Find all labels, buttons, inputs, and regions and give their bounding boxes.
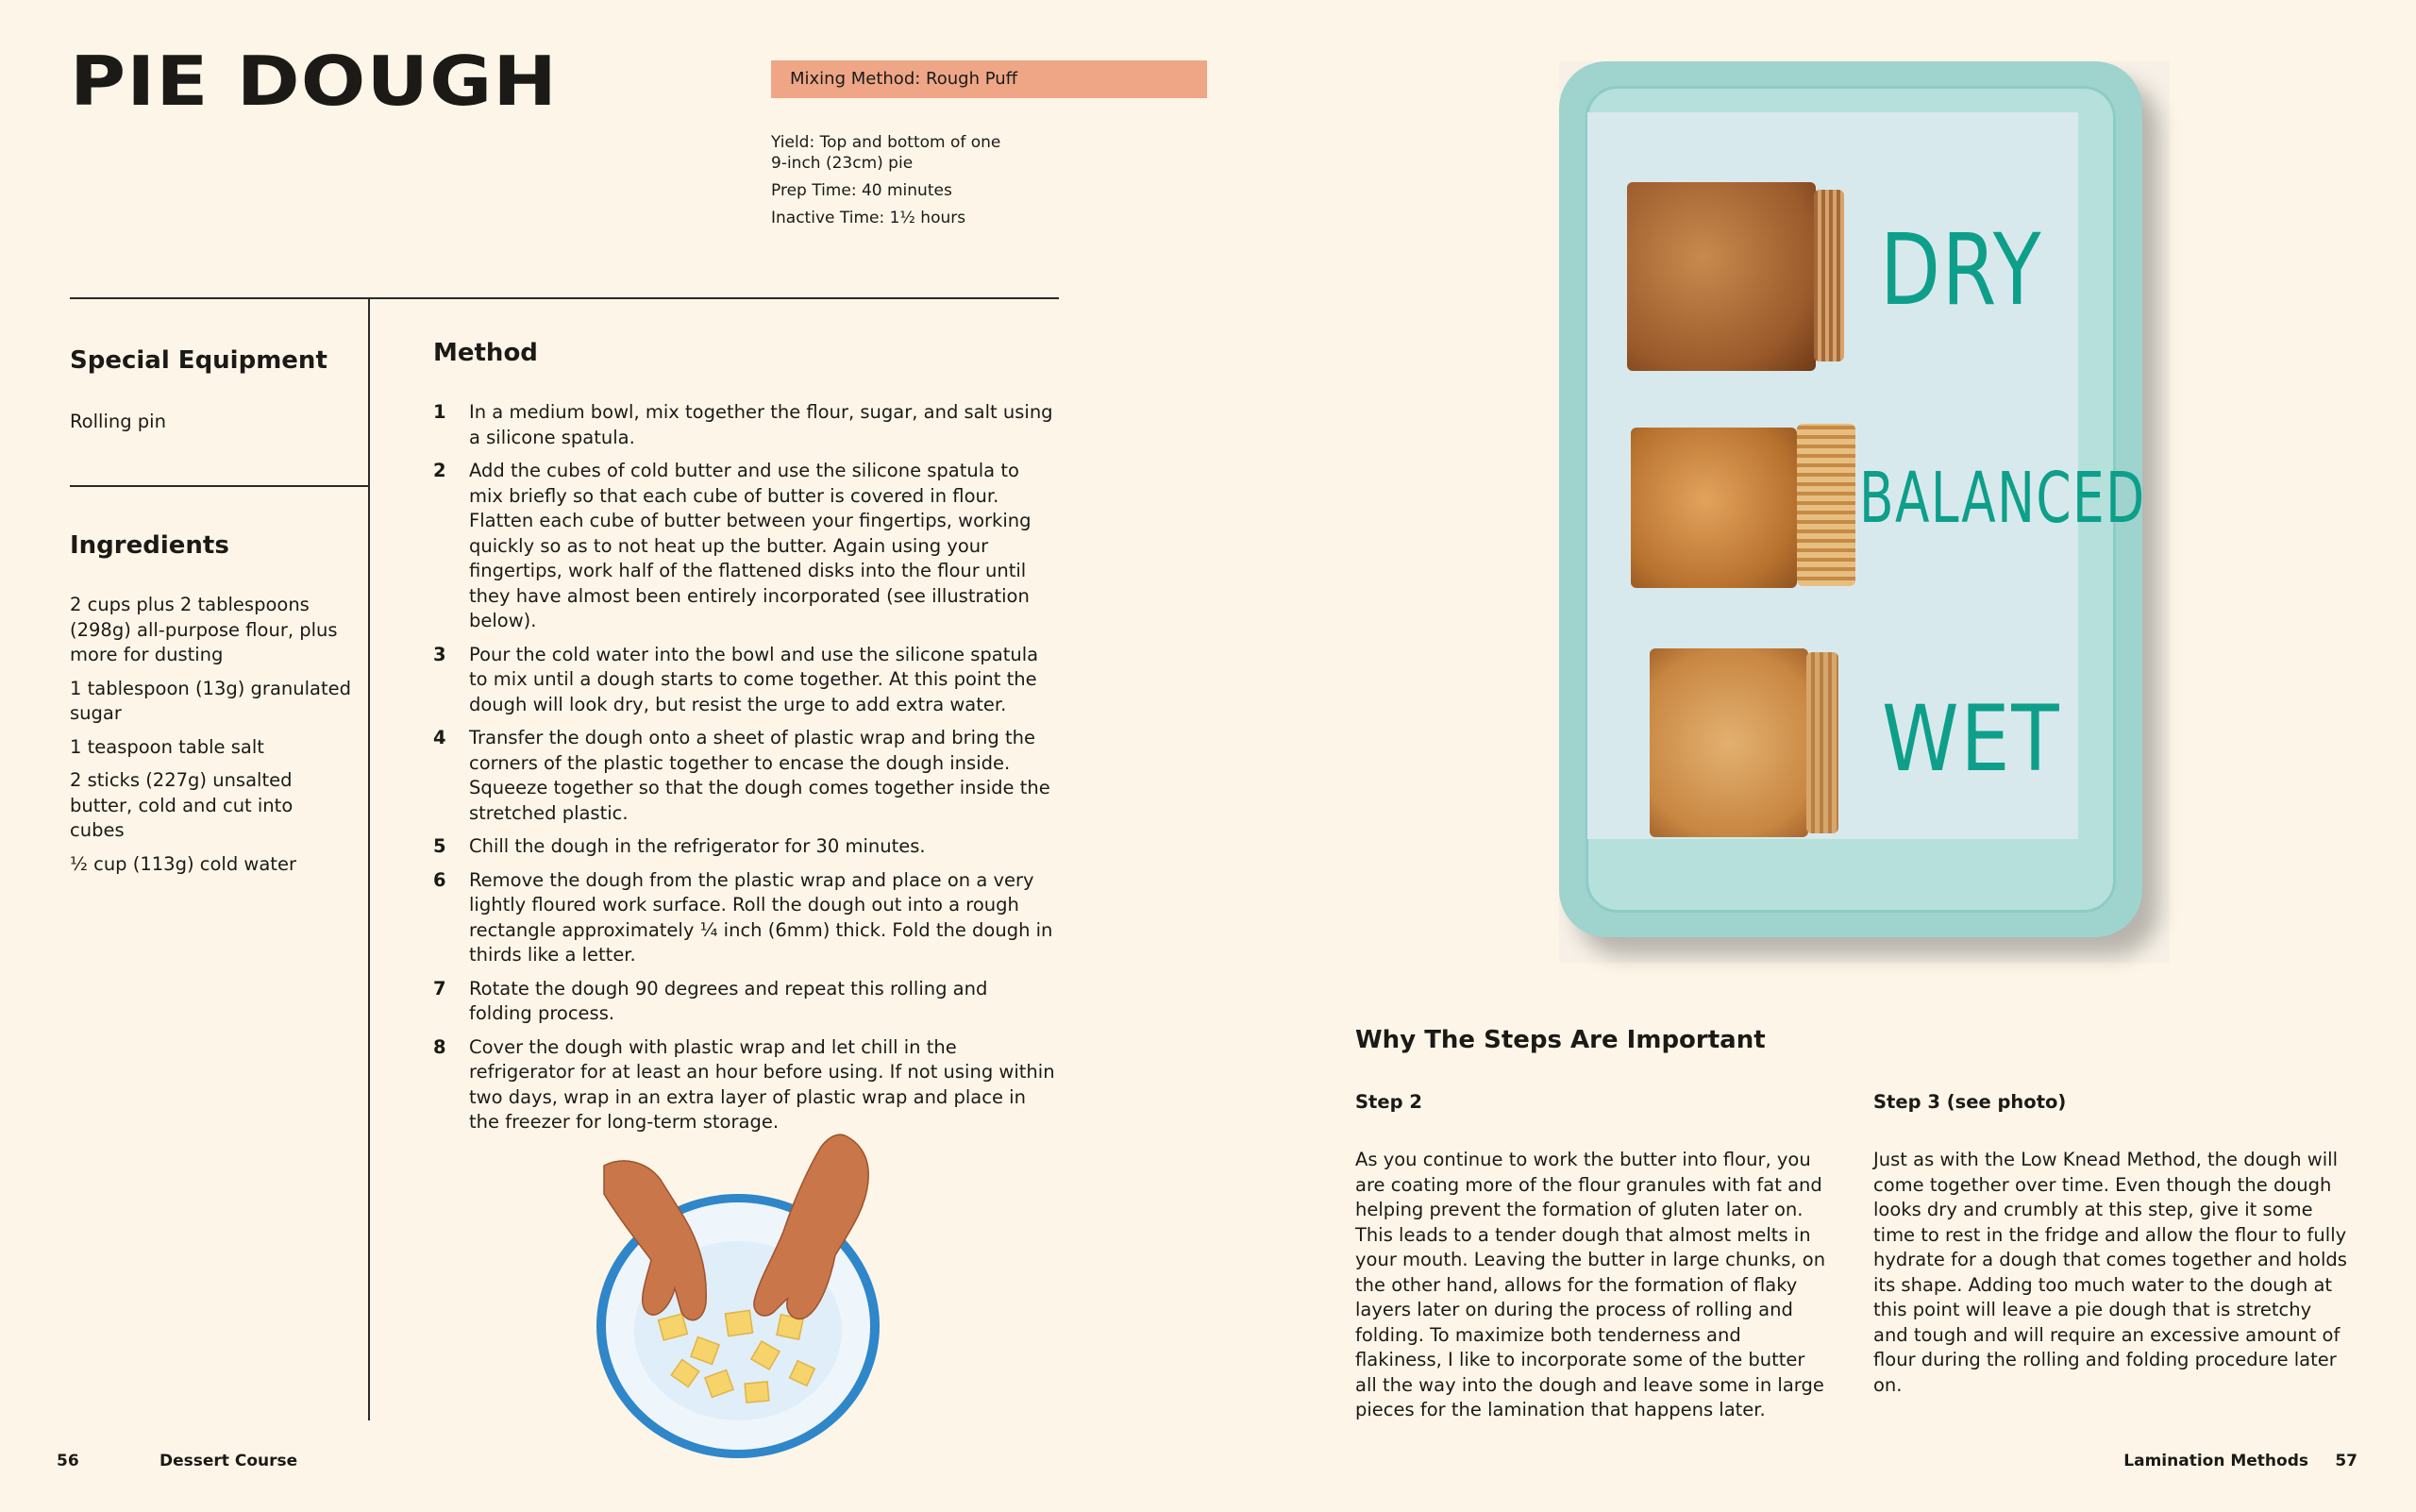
list-item: 2 cups plus 2 tablespoons (298g) all-purpose flour, plus more for dusting	[70, 594, 338, 665]
step-number: 8	[433, 1035, 446, 1058]
label-dry: DRY	[1880, 212, 2043, 328]
step-text: Cover the dough with plastic wrap and let chill in the refrigerator for at least an hour before using. If not using within two days, wrap in an extra layer of plastic wrap and place in the freezer for long-term storage.	[469, 1035, 1055, 1133]
step-number: 1	[433, 401, 446, 423]
page-title: PIE DOUGH	[70, 42, 559, 121]
equipment-rule	[70, 485, 369, 487]
column-divider	[368, 297, 370, 1420]
label-balanced: BALANCED	[1859, 458, 2146, 539]
pastry-wet-cross-section	[1806, 652, 1838, 833]
equipment-item: Rolling pin	[70, 411, 166, 432]
dough-comparison-photo	[1559, 61, 2170, 963]
hands-in-bowl-illustration	[595, 1128, 882, 1463]
step-number: 5	[433, 835, 446, 857]
step3-heading: Step 3 (see photo)	[1873, 1091, 2067, 1113]
method-step	[433, 977, 1056, 1027]
method-step	[433, 643, 1056, 718]
yield-line2: 9-inch (23cm) pie	[771, 154, 914, 173]
step-number: 3	[433, 643, 446, 665]
method-step	[433, 400, 1056, 450]
pastry-dry-cross-section	[1814, 190, 1844, 361]
yield-line1: Yield: Top and bottom of one	[771, 133, 1001, 152]
step2-text: As you continue to work the butter into flour, you are coating more of the flour granules with fat and helping prevent the formation of gluten later on. This leads to a tender dough that almost melts in your mouth. Leaving the butter in large chunks, on the other hand, allows for the formation of flaky layers later on during the process of rolling and folding. To maximize both tenderness and flakiness, I like to incorporate some of the butter all the way into the dough and leave some in large pieces for the lamination that happens later.	[1355, 1149, 1826, 1420]
list-item: 1 tablespoon (13g) granulated sugar	[70, 677, 352, 724]
section-name-left: Dessert Course	[159, 1452, 298, 1470]
step-text: In a medium bowl, mix together the flour, sugar, and salt using a silicone spatula.	[469, 401, 1053, 448]
step2-heading: Step 2	[1355, 1091, 1422, 1113]
method-step	[433, 459, 1056, 634]
step-number: 2	[433, 460, 446, 481]
prep-time: Prep Time: 40 minutes	[771, 181, 952, 200]
section-name-right: Lamination Methods	[2123, 1452, 2308, 1470]
step3-text: Just as with the Low Knead Method, the dough will come together over time. Even though the dough looks dry and crumbly at this step, give it some time to rest in the fridge and allow the flour to fully hydrate for a dough that comes together and holds its shape. Adding too much water to the dough at this point will leave a pie dough that is stretchy and tough and will require an excessive amount of flour during the rolling and folding procedure later on.	[1873, 1149, 2347, 1396]
method-steps	[433, 400, 1056, 1144]
ingredients-list	[70, 593, 353, 885]
step-text: Remove the dough from the plastic wrap and place on a very lightly floured work surface. Roll the dough out into a rough rectangle approximately ¼ inch (6mm) thick. Fold the dough in thirds like a letter.	[469, 868, 1053, 966]
list-item: 1 teaspoon table salt	[70, 735, 264, 758]
step-text: Chill the dough in the refrigerator for 30 minutes.	[469, 835, 926, 857]
pastry-dry	[1627, 182, 1816, 371]
mixing-method-badge: Mixing Method: Rough Puff	[771, 60, 1207, 98]
label-wet: WET	[1882, 686, 2061, 792]
step-text: Add the cubes of cold butter and use the silicone spatula to mix briefly so that each cube of butter is covered in flour. Flatten each cube of butter between your fingertips, working quickly so as to not heat up the butter. Again using your fingertips, work half of the flattened disks into the flour until they have almost been entirely incorporated (see illustration below).	[469, 460, 1032, 631]
pastry-balanced-cross-section	[1797, 424, 1855, 586]
recipe-meta	[771, 132, 1054, 230]
baking-tray	[1559, 61, 2146, 937]
list-item: ½ cup (113g) cold water	[70, 852, 296, 875]
method-step	[433, 834, 1056, 860]
method-heading: Method	[433, 339, 538, 367]
page-number-left: 56	[57, 1452, 79, 1470]
step-text: Transfer the dough onto a sheet of plastic wrap and bring the corners of the plastic together to encase the dough inside. Squeeze together so that the dough comes together inside the stretched plastic.	[469, 727, 1050, 824]
inactive-time: Inactive Time: 1½ hours	[771, 209, 966, 227]
method-step	[433, 868, 1056, 968]
step-text: Rotate the dough 90 degrees and repeat this rolling and folding process.	[469, 977, 988, 1024]
top-rule	[70, 297, 1059, 299]
step-number: 7	[433, 977, 446, 1000]
equipment-heading: Special Equipment	[70, 346, 327, 375]
method-step	[433, 1035, 1056, 1135]
why-heading: Why The Steps Are Important	[1355, 1026, 1766, 1054]
list-item: 2 sticks (227g) unsalted butter, cold and cut into cubes	[70, 769, 294, 841]
step-text: Pour the cold water into the bowl and use the silicone spatula to mix until a dough starts to come together. At this point the dough will look dry, but resist the urge to add extra water.	[469, 643, 1039, 715]
ingredients-heading: Ingredients	[70, 531, 229, 560]
pastry-balanced	[1631, 428, 1797, 588]
step-number: 6	[433, 868, 446, 891]
pastry-wet	[1650, 648, 1808, 837]
method-step	[433, 726, 1056, 826]
page-number-right: 57	[2335, 1452, 2357, 1470]
step-number: 4	[433, 727, 446, 748]
